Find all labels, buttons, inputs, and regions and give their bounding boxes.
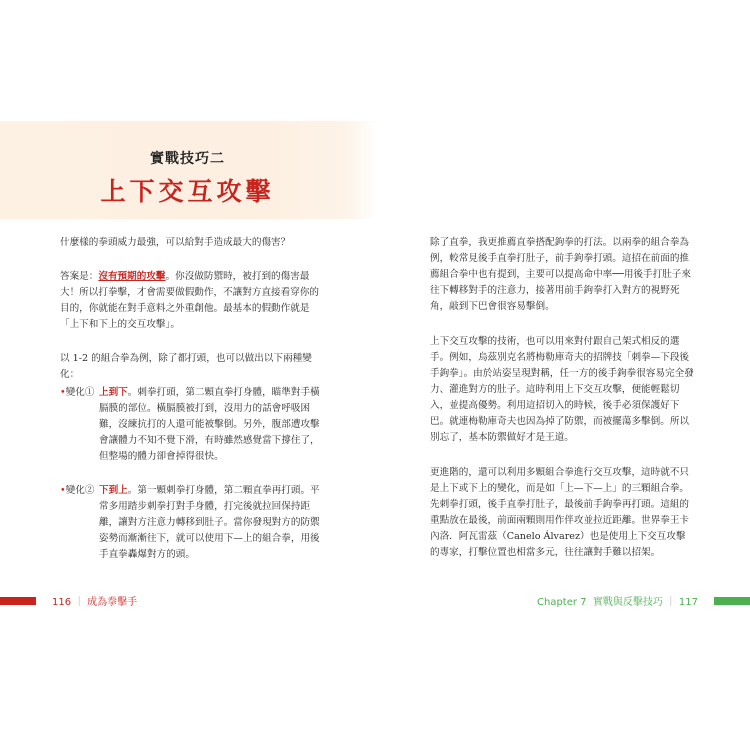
left-book-title: 成為拳擊手 bbox=[87, 597, 138, 608]
variant-text: 。刺拳打頭，第二顆直拳打身體，瞄準對手橫膈膜的部位。橫膈膜被打到，沒用力的話會呼吸困難，沒練抗打的人還可能被擊倒。另外，腹部遭攻擊會讓體力不知不覺下滑，有時雖然感覺當下撐住了，但整場的體力卻會掉得很快。 bbox=[99, 387, 320, 462]
bullet-icon: • bbox=[60, 485, 66, 496]
variant-item-1 bbox=[60, 385, 325, 465]
footer-right bbox=[537, 593, 698, 608]
paragraph-answer bbox=[60, 269, 325, 333]
bullet-icon: • bbox=[60, 387, 66, 398]
answer-highlight: 沒有預期的攻擊 bbox=[98, 271, 166, 282]
footer-separator: ｜ bbox=[665, 597, 676, 608]
variant-text: 。第一顆刺拳打身體，第二顆直拳再打頭。平常多用踏步刺拳打對手身體，打完後就拉回保持距離，讓對方注意力轉移到肚子。當你發現對方的防禦姿勢而漸漸往下，就可以使用下—上的組合拳，用後手直拳轟爆對方的頭。 bbox=[99, 485, 320, 560]
variant-marker bbox=[60, 385, 94, 401]
footer-left-bar bbox=[0, 597, 36, 605]
paragraph-example: 以 1-2 的組合拳為例，除了都打頭，也可以做出以下兩種變化： bbox=[60, 353, 312, 380]
footer-left bbox=[52, 593, 137, 608]
answer-prefix: 答案是： bbox=[60, 271, 99, 282]
right-chapter-title: 實戰與反擊技巧 bbox=[592, 597, 663, 608]
variant-highlight: 下到上 bbox=[99, 485, 128, 496]
paragraph-right-2: 上下交互攻擊的技術，也可以用來對付跟自己架式相反的選手。例如，烏茲別克名將梅勒庫奇夫的招牌技「刺拳—下段後手鉤拳」。由於站姿呈現對稱，任一方的後手鉤拳很容易完全發力、灌進對方的肚子。這時利用上下交互攻擊，便能輕鬆切入，並提高優勢。利用這招切入的時候，後手必須保護好下巴。就連梅勒庫奇夫也因為掉了防禦，而被擺蕩多擊倒。所以別忘了，基本防禦做好才是王道。 bbox=[430, 336, 694, 443]
paragraph-right-3: 更進階的，還可以利用多顆組合拳進行交互攻擊，這時就不只是上下或下上的變化，而是如「上—下—上」的三顆組合拳。先刺拳打頭，後手直拳打肚子，最後前手鉤拳再打頭。這組的重點放在最後，前面兩顆則用作伴攻並拉近距離。世界拳王卡內洛．阿瓦雷茲（Canelo Álvarez）也是使用上下交互攻擊的專家，打擊位置也相當多元，往往讓對手難以招架。 bbox=[430, 467, 690, 558]
variant-item-2 bbox=[60, 483, 325, 563]
variant-highlight: 上到下 bbox=[99, 387, 128, 398]
variant-body bbox=[99, 385, 325, 465]
variant-label: 變化① bbox=[65, 387, 95, 398]
section-title: 上下交互攻擊 bbox=[100, 177, 275, 206]
variant-body bbox=[99, 483, 325, 563]
variant-label: 變化② bbox=[65, 485, 95, 496]
answer-rest: 。你沒做防禦時，被打到的傷害最大！所以打拳擊，才會需要做假動作，不讓對方直接看穿你的目的，你就能在對手意料之外重創他。最基本的假動作就是「上下和下上的交互攻擊」。 bbox=[60, 271, 320, 330]
right-page-number: 117 bbox=[678, 597, 698, 608]
variant-marker bbox=[60, 483, 94, 499]
footer-separator: ｜ bbox=[74, 597, 85, 608]
left-page-number: 116 bbox=[52, 597, 72, 608]
paragraph-right-1: 除了直拳，我更推薦直拳搭配鉤拳的打法。以兩拳的組合拳為例，較常見後手直拳打肚子，前手鉤拳打頭。這招在前面的推薦組合拳中也有提到，主要可以提高命中率──用後手打肚子來往下轉移對手的注意力，接著用前手鉤拳打入對方的視野死角，敲到下巴會很容易擊倒。 bbox=[430, 237, 691, 312]
right-chapter: Chapter 7 bbox=[537, 597, 587, 608]
section-subtitle: 實戰技巧二 bbox=[150, 151, 225, 167]
paragraph-question: 什麼樣的拳頭威力最強，可以給對手造成最大的傷害？ bbox=[60, 237, 291, 248]
footer-right-bar bbox=[714, 597, 750, 605]
